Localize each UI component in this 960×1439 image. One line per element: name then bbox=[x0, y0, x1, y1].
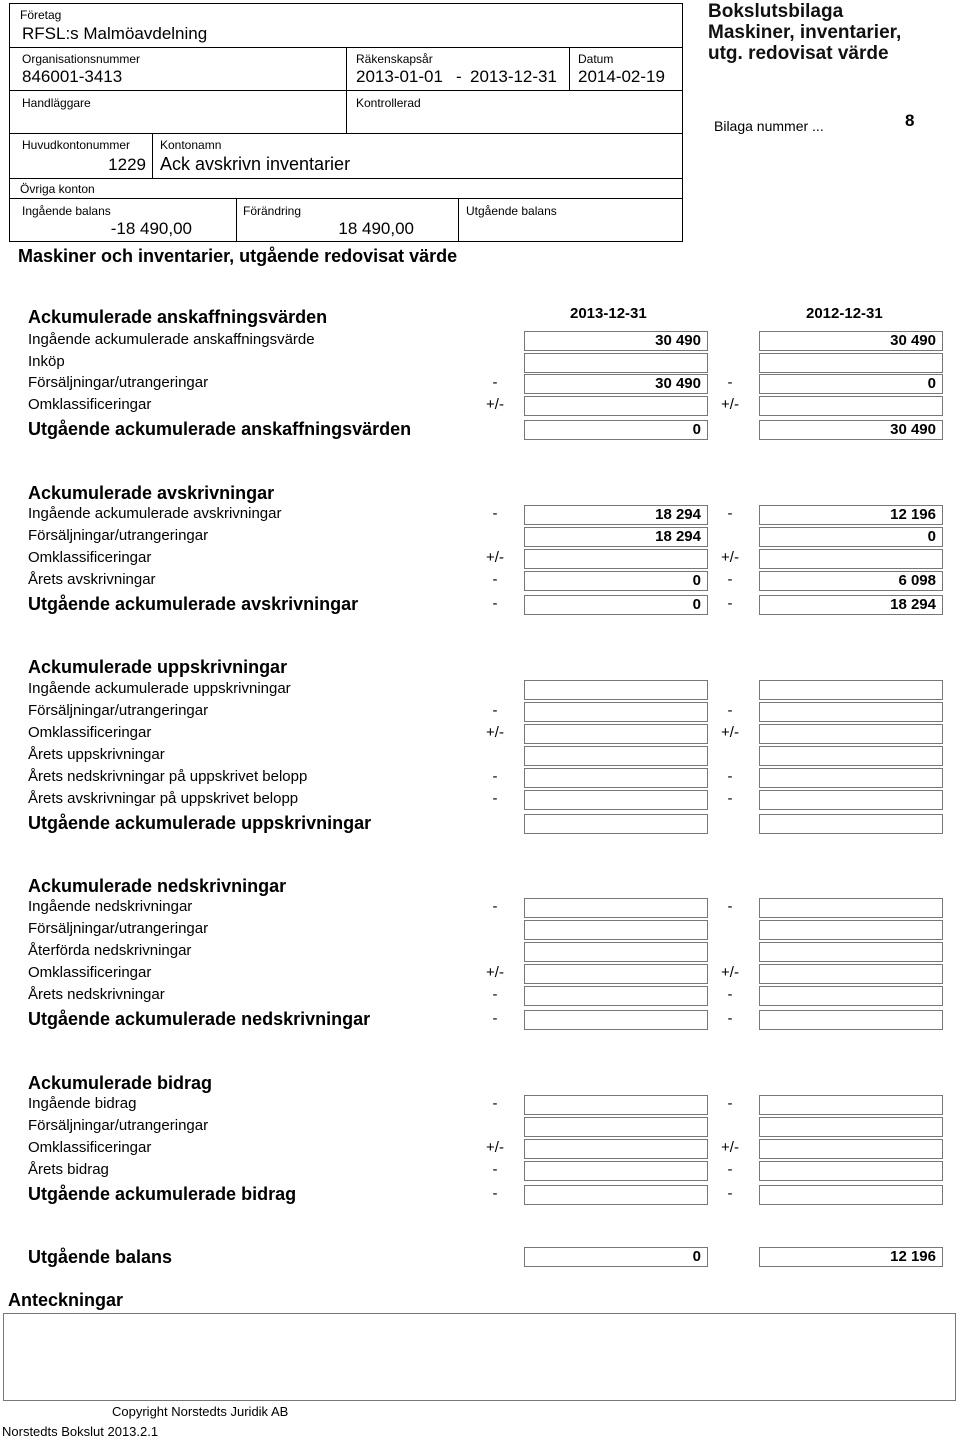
row-value-previous[interactable] bbox=[759, 790, 943, 810]
row-value-current[interactable] bbox=[524, 986, 708, 1006]
row-label: Utgående ackumulerade anskaffningsvärden bbox=[28, 419, 412, 439]
row-label: Inköp bbox=[28, 353, 65, 370]
row-value-previous[interactable] bbox=[759, 1139, 943, 1159]
footer-copyright: Copyright Norstedts Juridik AB bbox=[112, 1404, 289, 1419]
row-value-previous[interactable] bbox=[759, 1095, 943, 1115]
row-sign-previous: - bbox=[727, 1010, 733, 1027]
row-label: Återförda nedskrivningar bbox=[28, 942, 192, 959]
main-account-number[interactable]: 1229 bbox=[108, 155, 146, 174]
row-sign-previous: - bbox=[727, 790, 733, 807]
appendix-title-line-1: Bokslutsbilaga bbox=[708, 1, 844, 22]
row-value-previous[interactable] bbox=[759, 1010, 943, 1030]
other-accounts-label: Övriga konton bbox=[20, 182, 95, 196]
row-value-previous[interactable] bbox=[759, 942, 943, 962]
row-value-previous[interactable]: 12 196 bbox=[759, 505, 943, 525]
row-value-current[interactable] bbox=[524, 898, 708, 918]
fiscal-year-label: Räkenskapsår bbox=[356, 52, 433, 66]
column-header-current: 2013-12-31 bbox=[570, 305, 647, 322]
row-sign-current: +/- bbox=[486, 396, 504, 413]
row-sign-previous: +/- bbox=[721, 724, 739, 741]
row-sign-current: - bbox=[492, 1185, 498, 1202]
row-value-previous[interactable] bbox=[759, 964, 943, 984]
row-value-previous[interactable] bbox=[759, 768, 943, 788]
fiscal-year-to[interactable]: 2013-12-31 bbox=[470, 67, 557, 86]
row-value-current[interactable] bbox=[524, 1010, 708, 1030]
row-value-current[interactable] bbox=[524, 549, 708, 569]
row-value-previous[interactable] bbox=[759, 724, 943, 744]
row-sign-current: +/- bbox=[486, 1139, 504, 1156]
row-sign-current: - bbox=[492, 374, 498, 391]
company-label: Företag bbox=[20, 8, 62, 22]
account-name-label: Kontonamn bbox=[160, 138, 222, 152]
row-value-current[interactable] bbox=[524, 1161, 708, 1181]
divider bbox=[346, 47, 347, 133]
row-sign-previous: - bbox=[727, 1095, 733, 1112]
row-value-current[interactable] bbox=[524, 1139, 708, 1159]
row-sign-current: - bbox=[492, 768, 498, 785]
row-value-previous[interactable]: 6 098 bbox=[759, 571, 943, 591]
row-sign-previous: - bbox=[727, 505, 733, 522]
section-title-bidrag: Ackumulerade bidrag bbox=[28, 1073, 213, 1093]
divider bbox=[9, 178, 683, 179]
row-value-current[interactable] bbox=[524, 680, 708, 700]
row-label: Utgående ackumulerade avskrivningar bbox=[28, 594, 359, 614]
row-sign-previous: - bbox=[727, 986, 733, 1003]
row-value-current[interactable]: 0 bbox=[524, 595, 708, 615]
row-value-previous[interactable] bbox=[759, 396, 943, 416]
org-number[interactable]: 846001-3413 bbox=[22, 67, 123, 86]
row-sign-previous: - bbox=[727, 595, 733, 612]
notes-field[interactable] bbox=[3, 1313, 956, 1401]
row-value-current[interactable]: 30 490 bbox=[524, 374, 708, 394]
account-name[interactable]: Ack avskrivn inventarier bbox=[160, 154, 351, 174]
row-value-current[interactable] bbox=[524, 1095, 708, 1115]
row-sign-previous: +/- bbox=[721, 964, 739, 981]
section-title-anskaffning: Ackumulerade anskaffningsvärden bbox=[28, 307, 328, 327]
row-value-previous[interactable] bbox=[759, 1161, 943, 1181]
row-value-previous[interactable] bbox=[759, 986, 943, 1006]
row-value-current[interactable] bbox=[524, 396, 708, 416]
row-value-current[interactable] bbox=[524, 768, 708, 788]
row-label: Årets avskrivningar på uppskrivet belopp bbox=[28, 790, 299, 807]
row-value-previous[interactable] bbox=[759, 898, 943, 918]
row-value-current[interactable] bbox=[524, 920, 708, 940]
row-sign-previous: - bbox=[727, 702, 733, 719]
closing-balance-current[interactable]: 0 bbox=[524, 1247, 708, 1267]
row-sign-current: +/- bbox=[486, 549, 504, 566]
row-value-previous[interactable]: 0 bbox=[759, 527, 943, 547]
row-value-current[interactable]: 30 490 bbox=[524, 331, 708, 351]
fiscal-year-from[interactable]: 2013-01-01 bbox=[356, 67, 443, 86]
row-value-previous[interactable] bbox=[759, 702, 943, 722]
row-label: Utgående ackumulerade uppskrivningar bbox=[28, 813, 372, 833]
row-value-current[interactable] bbox=[524, 1117, 708, 1137]
row-sign-current: - bbox=[492, 571, 498, 588]
row-sign-current: +/- bbox=[486, 724, 504, 741]
row-label: Försäljningar/utrangeringar bbox=[28, 527, 209, 544]
row-sign-previous: - bbox=[727, 768, 733, 785]
row-sign-current: - bbox=[492, 1161, 498, 1178]
company-name[interactable]: RFSL:s Malmöavdelning bbox=[22, 24, 208, 43]
row-value-current[interactable]: 18 294 bbox=[524, 505, 708, 525]
row-sign-current: - bbox=[492, 986, 498, 1003]
divider bbox=[569, 47, 570, 90]
change-label: Förändring bbox=[243, 204, 302, 218]
row-value-current[interactable]: 18 294 bbox=[524, 527, 708, 547]
row-value-previous[interactable] bbox=[759, 549, 943, 569]
column-header-previous: 2012-12-31 bbox=[806, 305, 883, 322]
main-account-label: Huvudkontonummer bbox=[22, 138, 131, 152]
section-title-uppskrivning: Ackumulerade uppskrivningar bbox=[28, 657, 288, 677]
row-label: Försäljningar/utrangeringar bbox=[28, 374, 209, 391]
row-label: Försäljningar/utrangeringar bbox=[28, 920, 209, 937]
section-title-nedskrivning: Ackumulerade nedskrivningar bbox=[28, 876, 287, 896]
row-sign-previous: +/- bbox=[721, 549, 739, 566]
row-sign-current: - bbox=[492, 898, 498, 915]
row-label: Omklassificeringar bbox=[28, 964, 152, 981]
row-sign-current: +/- bbox=[486, 964, 504, 981]
row-value-previous[interactable] bbox=[759, 1117, 943, 1137]
row-value-current[interactable] bbox=[524, 790, 708, 810]
row-label: Årets bidrag bbox=[28, 1161, 109, 1178]
row-value-previous[interactable] bbox=[759, 680, 943, 700]
row-sign-previous: - bbox=[727, 374, 733, 391]
row-label: Ingående ackumulerade avskrivningar bbox=[28, 505, 282, 522]
divider bbox=[236, 198, 237, 242]
row-label: Årets avskrivningar bbox=[28, 571, 156, 588]
row-value-current[interactable] bbox=[524, 1185, 708, 1205]
date-value[interactable]: 2014-02-19 bbox=[578, 67, 665, 86]
divider bbox=[152, 133, 153, 178]
row-value-current[interactable] bbox=[524, 942, 708, 962]
row-value-current[interactable] bbox=[524, 353, 708, 373]
row-label: Årets nedskrivningar på uppskrivet belopp bbox=[28, 768, 308, 785]
row-label: Omklassificeringar bbox=[28, 549, 152, 566]
row-sign-current: - bbox=[492, 790, 498, 807]
row-value-current[interactable] bbox=[524, 724, 708, 744]
closing-balance-total-label: Utgående balans bbox=[28, 1247, 173, 1267]
footer-product: Norstedts Bokslut 2013.2.1 bbox=[2, 1424, 159, 1439]
row-sign-previous: - bbox=[727, 571, 733, 588]
row-value-current[interactable] bbox=[524, 964, 708, 984]
row-label: Ingående nedskrivningar bbox=[28, 898, 193, 915]
row-value-current[interactable] bbox=[524, 746, 708, 766]
row-value-current[interactable]: 0 bbox=[524, 420, 708, 440]
row-value-previous[interactable] bbox=[759, 746, 943, 766]
row-value-previous[interactable] bbox=[759, 1185, 943, 1205]
row-value-previous[interactable]: 18 294 bbox=[759, 595, 943, 615]
row-value-previous[interactable] bbox=[759, 920, 943, 940]
row-sign-current: - bbox=[492, 1095, 498, 1112]
row-value-current[interactable] bbox=[524, 814, 708, 834]
row-sign-current: - bbox=[492, 702, 498, 719]
section-title-avskrivning: Ackumulerade avskrivningar bbox=[28, 483, 275, 503]
row-sign-previous: - bbox=[727, 898, 733, 915]
row-sign-current: - bbox=[492, 595, 498, 612]
row-sign-previous: +/- bbox=[721, 396, 739, 413]
notes-label: Anteckningar bbox=[8, 1290, 124, 1310]
row-value-previous[interactable] bbox=[759, 353, 943, 373]
appendix-number-label: Bilaga nummer ... bbox=[714, 118, 824, 134]
row-label: Utgående ackumulerade bidrag bbox=[28, 1184, 297, 1204]
divider bbox=[9, 133, 683, 134]
row-label: Ingående ackumulerade uppskrivningar bbox=[28, 680, 291, 697]
row-sign-current: - bbox=[492, 1010, 498, 1027]
row-value-current[interactable]: 0 bbox=[524, 571, 708, 591]
appendix-title-line-3: utg. redovisat värde bbox=[708, 43, 889, 64]
row-value-current[interactable] bbox=[524, 702, 708, 722]
change-value[interactable]: 18 490,00 bbox=[338, 219, 414, 238]
divider bbox=[9, 198, 683, 199]
checked-label: Kontrollerad bbox=[356, 96, 421, 110]
main-title: Maskiner och inventarier, utgående redovisat värde bbox=[18, 246, 458, 266]
opening-balance-value[interactable]: -18 490,00 bbox=[110, 219, 192, 238]
row-value-previous[interactable]: 30 490 bbox=[759, 420, 943, 440]
handler-label: Handläggare bbox=[22, 96, 91, 110]
row-label: Utgående ackumulerade nedskrivningar bbox=[28, 1009, 371, 1029]
date-label: Datum bbox=[578, 52, 614, 66]
row-label: Ingående ackumulerade anskaffningsvärde bbox=[28, 331, 315, 348]
appendix-number[interactable]: 8 bbox=[905, 111, 915, 130]
closing-balance-label: Utgående balans bbox=[466, 204, 557, 218]
org-number-label: Organisationsnummer bbox=[22, 52, 141, 66]
closing-balance-previous[interactable]: 12 196 bbox=[759, 1247, 943, 1267]
row-sign-current: - bbox=[492, 505, 498, 522]
row-label: Omklassificeringar bbox=[28, 724, 152, 741]
row-value-previous[interactable]: 0 bbox=[759, 374, 943, 394]
row-value-previous[interactable] bbox=[759, 814, 943, 834]
fiscal-year-separator: - bbox=[456, 67, 462, 86]
row-value-previous[interactable]: 30 490 bbox=[759, 331, 943, 351]
row-label: Ingående bidrag bbox=[28, 1095, 137, 1112]
divider bbox=[458, 198, 459, 242]
row-sign-previous: - bbox=[727, 1185, 733, 1202]
row-sign-previous: - bbox=[727, 1161, 733, 1178]
row-label: Årets uppskrivningar bbox=[28, 746, 165, 763]
row-label: Försäljningar/utrangeringar bbox=[28, 1117, 209, 1134]
opening-balance-label: Ingående balans bbox=[22, 204, 111, 218]
appendix-title-line-2: Maskiner, inventarier, bbox=[708, 22, 902, 43]
row-label: Omklassificeringar bbox=[28, 1139, 152, 1156]
row-label: Årets nedskrivningar bbox=[28, 986, 165, 1003]
row-sign-previous: +/- bbox=[721, 1139, 739, 1156]
row-label: Omklassificeringar bbox=[28, 396, 152, 413]
row-label: Försäljningar/utrangeringar bbox=[28, 702, 209, 719]
